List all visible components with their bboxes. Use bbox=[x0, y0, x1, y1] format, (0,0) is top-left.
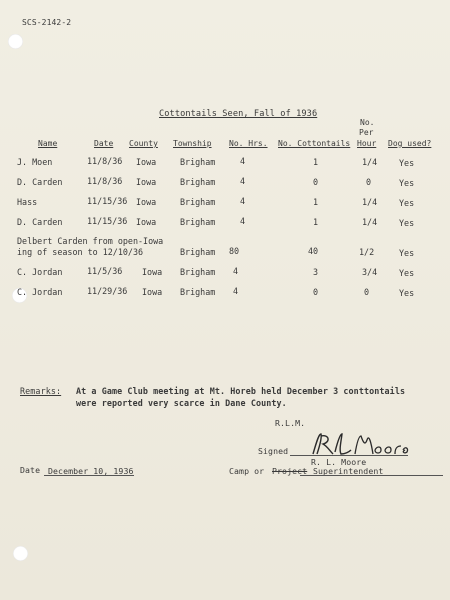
cell-dog-used: Yes bbox=[399, 288, 415, 298]
cell-cottontails: 3 bbox=[313, 267, 319, 277]
cell-township: Brigham bbox=[180, 197, 216, 207]
signer-name: R. L. Moore bbox=[311, 457, 367, 467]
document-title: Cottontails Seen, Fall of 1936 bbox=[159, 109, 318, 119]
cell-per-hour: 1/4 bbox=[362, 157, 378, 167]
camp-label: Camp or bbox=[229, 466, 265, 476]
cell-hours: 80 bbox=[229, 246, 240, 256]
cell-dog-used: Yes bbox=[399, 218, 415, 228]
cell-county: Iowa bbox=[142, 287, 163, 297]
cell-per-hour: 1/4 bbox=[362, 197, 378, 207]
cell-county: Iowa bbox=[136, 177, 157, 187]
cell-township: Brigham bbox=[180, 217, 216, 227]
cell-cottontails: 1 bbox=[313, 197, 319, 207]
cell-dog-used: Yes bbox=[399, 198, 415, 208]
cell-hours: 4 bbox=[240, 196, 246, 206]
cell-township: Brigham bbox=[180, 247, 216, 257]
cell-name: D. Carden bbox=[17, 177, 63, 187]
col-header-county: County bbox=[129, 139, 158, 148]
cell-cottontails: 1 bbox=[313, 217, 319, 227]
cell-county: Iowa bbox=[136, 197, 157, 207]
cell-name: J. Moen bbox=[17, 157, 53, 167]
remarks-line2: were reported very scarce in Dane County. bbox=[76, 398, 287, 408]
cell-hours: 4 bbox=[240, 176, 246, 186]
cell-hours: 4 bbox=[240, 216, 246, 226]
cell-dog-used: Yes bbox=[399, 178, 415, 188]
cell-per-hour: 1/4 bbox=[362, 217, 378, 227]
cell-name-line1: Delbert Carden from open-Iowa bbox=[17, 236, 164, 246]
cell-hours: 4 bbox=[233, 266, 239, 276]
cell-cottontails: 0 bbox=[313, 177, 319, 187]
cell-name: C. Jordan bbox=[17, 287, 63, 297]
cell-dog-used: Yes bbox=[399, 268, 415, 278]
cell-date: 11/15/36 bbox=[87, 216, 128, 226]
date-value: December 10, 1936 bbox=[48, 466, 134, 476]
punch-hole bbox=[8, 34, 23, 49]
cell-county: Iowa bbox=[142, 267, 163, 277]
document-id: SCS-2142-2 bbox=[22, 18, 72, 27]
cell-name: D. Carden bbox=[17, 217, 63, 227]
cell-county: Iowa bbox=[136, 217, 157, 227]
cell-dog-used: Yes bbox=[399, 248, 415, 258]
position-line bbox=[300, 475, 443, 476]
col-header-date: Date bbox=[94, 139, 114, 148]
cell-hours: 4 bbox=[240, 156, 246, 166]
col-header-per-hour-line3: Hour bbox=[357, 139, 377, 148]
cell-township: Brigham bbox=[180, 287, 216, 297]
col-header-dog-used: Dog used? bbox=[388, 139, 432, 148]
col-header-township: Township bbox=[173, 139, 212, 148]
remarks-line1: At a Game Club meeting at Mt. Horeb held December 3 conttontails bbox=[76, 386, 406, 396]
col-header-per-hour-line2: Per bbox=[359, 128, 374, 137]
cell-cottontails: 1 bbox=[313, 157, 319, 167]
remarks-label: Remarks: bbox=[20, 386, 62, 396]
cell-cottontails: 40 bbox=[308, 246, 319, 256]
cell-date: 11/29/36 bbox=[87, 286, 128, 296]
col-header-per-hour-line1: No. bbox=[360, 118, 375, 127]
position-title: Superintendent bbox=[313, 466, 384, 476]
date-label: Date bbox=[20, 465, 41, 475]
cell-name: Hass bbox=[17, 197, 38, 207]
cell-per-hour: 1/2 bbox=[359, 247, 375, 257]
cell-date: 11/8/36 bbox=[87, 176, 123, 186]
col-header-cottontails: No. Cottontails bbox=[278, 139, 351, 148]
cell-hours: 4 bbox=[233, 286, 239, 296]
project-struck-label: Project bbox=[272, 466, 308, 476]
signature-line bbox=[290, 455, 408, 456]
date-line bbox=[44, 475, 134, 476]
initials: R.L.M. bbox=[275, 418, 306, 428]
cell-date: 11/5/36 bbox=[87, 266, 123, 276]
cell-township: Brigham bbox=[180, 177, 216, 187]
cell-dog-used: Yes bbox=[399, 158, 415, 168]
cell-name: C. Jordan bbox=[17, 267, 63, 277]
col-header-hours: No. Hrs. bbox=[229, 139, 268, 148]
cell-name-line2: ing of season to 12/10/36 bbox=[17, 247, 144, 257]
cell-township: Brigham bbox=[180, 157, 216, 167]
punch-hole bbox=[13, 546, 28, 561]
cell-per-hour: 0 bbox=[364, 287, 370, 297]
col-header-name: Name bbox=[38, 139, 58, 148]
cell-township: Brigham bbox=[180, 267, 216, 277]
cell-cottontails: 0 bbox=[313, 287, 319, 297]
cell-per-hour: 0 bbox=[366, 177, 372, 187]
cell-date: 11/8/36 bbox=[87, 156, 123, 166]
cell-county: Iowa bbox=[136, 157, 157, 167]
signed-label: Signed bbox=[258, 446, 289, 456]
cell-date: 11/15/36 bbox=[87, 196, 128, 206]
cell-per-hour: 3/4 bbox=[362, 267, 378, 277]
